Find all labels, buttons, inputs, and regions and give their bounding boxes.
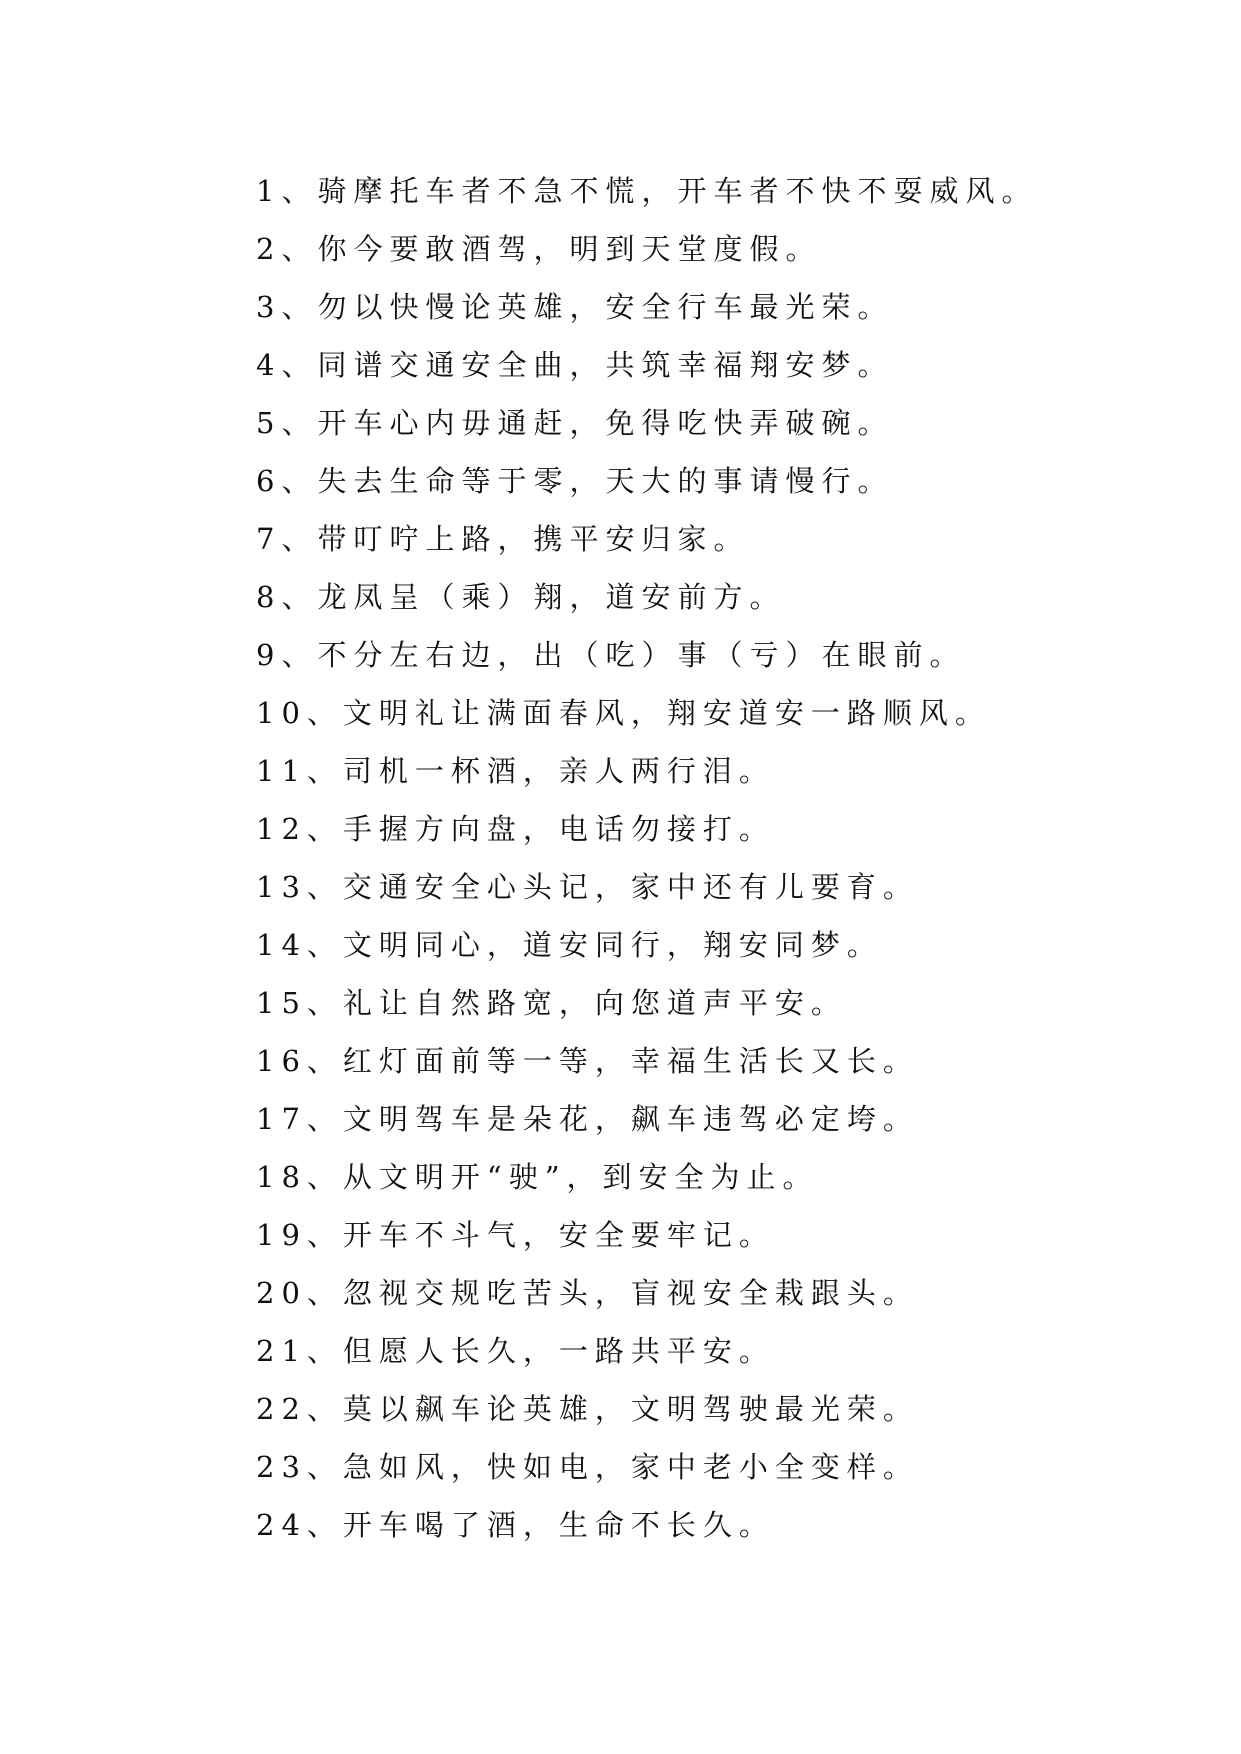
slogan-line: 19、开车不斗气，安全要牢记。 (256, 1218, 775, 1252)
slogan-line: 18、从文明开“驶”，到安全为止。 (256, 1160, 819, 1194)
slogan-line: 23、急如风，快如电，家中老小全变样。 (256, 1450, 919, 1484)
slogan-line: 21、但愿人长久，一路共平安。 (256, 1334, 775, 1368)
slogan-line: 22、莫以飙车论英雄，文明驾驶最光荣。 (256, 1392, 919, 1426)
slogan-line: 3、勿以快慢论英雄，安全行车最光荣。 (256, 290, 894, 324)
slogan-line: 11、司机一杯酒，亲人两行泪。 (256, 754, 775, 788)
slogan-line: 6、失去生命等于零，天大的事请慢行。 (256, 464, 894, 498)
slogan-line: 2、你今要敢酒驾，明到天堂度假。 (256, 232, 822, 266)
slogan-line: 1、骑摩托车者不急不慌，开车者不快不耍威风。 (256, 174, 1038, 208)
slogan-line: 4、同谱交通安全曲，共筑幸福翔安梦。 (256, 348, 894, 382)
slogan-line: 15、礼让自然路宽，向您道声平安。 (256, 986, 847, 1020)
slogan-line: 16、红灯面前等一等，幸福生活长又长。 (256, 1044, 919, 1078)
slogan-line: 13、交通安全心头记，家中还有儿要育。 (256, 870, 919, 904)
slogan-line: 20、忽视交规吃苦头，盲视安全栽跟头。 (256, 1276, 919, 1310)
slogan-line: 9、不分左右边，出（吃）事（亏）在眼前。 (256, 638, 966, 672)
slogan-line: 12、手握方向盘，电话勿接打。 (256, 812, 775, 846)
slogan-line: 14、文明同心，道安同行，翔安同梦。 (256, 928, 883, 962)
slogan-line: 24、开车喝了酒，生命不长久。 (256, 1508, 775, 1542)
slogan-line: 10、文明礼让满面春风，翔安道安一路顺风。 (256, 696, 991, 730)
slogan-line: 17、文明驾车是朵花，飙车违驾必定垮。 (256, 1102, 919, 1136)
slogan-line: 8、龙凤呈（乘）翔，道安前方。 (256, 580, 786, 614)
slogan-line: 7、带叮咛上路，携平安归家。 (256, 522, 750, 556)
slogan-list (256, 162, 1156, 1554)
slogan-line: 5、开车心内毋通赶，免得吃快弄破碗。 (256, 406, 894, 440)
